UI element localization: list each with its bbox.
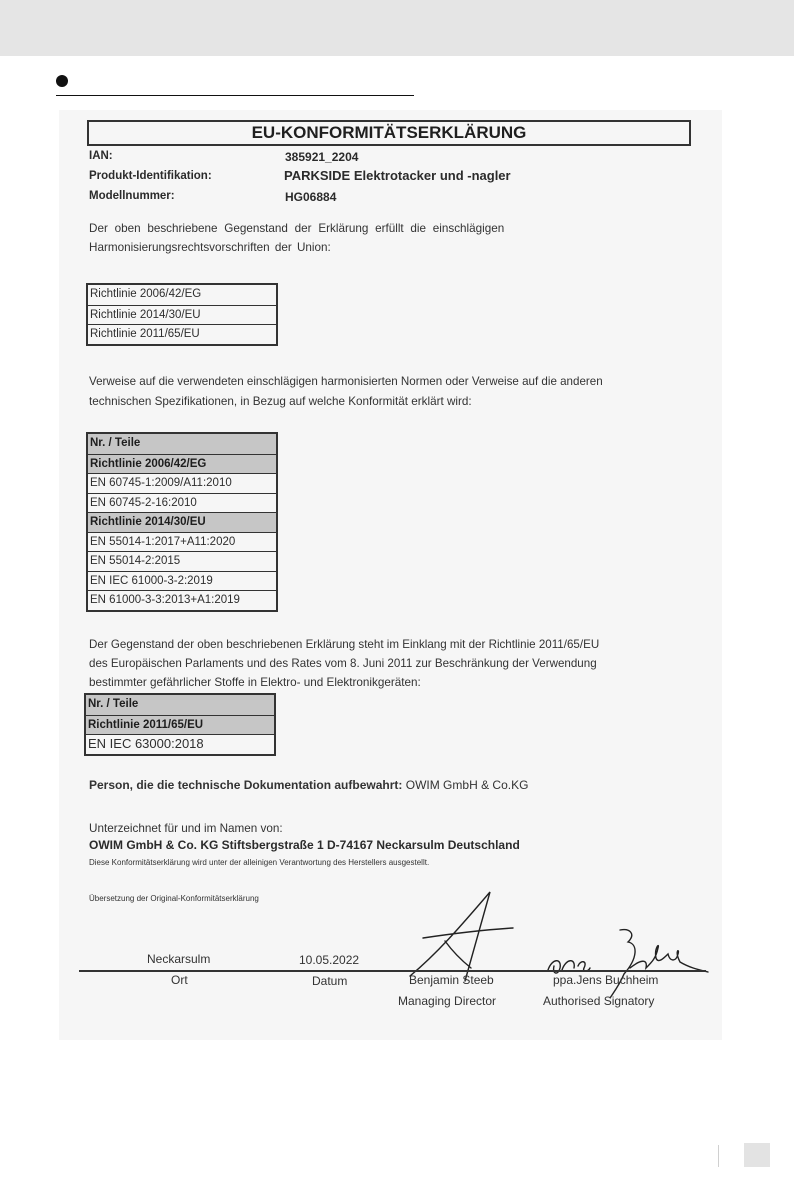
rohs-line-2: des Europäischen Parlaments und des Rates vom 8. Juni 2011 zur Beschränkung der Verwendung — [89, 657, 597, 670]
declaration-title: EU-KONFORMITÄTSERKLÄRUNG — [251, 123, 527, 142]
standards-row: EN IEC 61000-3-2:2019 — [88, 571, 276, 591]
standards-header-row: Nr. / Teile — [88, 434, 276, 454]
model-value: HG06884 — [285, 190, 337, 204]
date-label: Datum — [312, 974, 348, 988]
directive-row: Richtlinie 2014/30/EU — [88, 305, 276, 325]
standards-table — [86, 432, 278, 612]
model-label: Modellnummer: — [89, 190, 175, 202]
section-bullet-icon — [56, 75, 68, 87]
place-label: Ort — [171, 973, 188, 987]
page-top-band — [0, 0, 794, 56]
rohs-table — [84, 693, 276, 756]
standards-directive-row: Richtlinie 2006/42/EG — [88, 454, 276, 474]
product-value: PARKSIDE Elektrotacker und -nagler — [284, 168, 511, 183]
doc-person-label: Person, die die technische Dokumentation aufbewahrt: — [89, 778, 403, 792]
place-value: Neckarsulm — [147, 952, 211, 966]
signer-2-name: ppa.Jens Buchheim — [553, 973, 659, 987]
ian-label: IAN: — [89, 150, 113, 162]
company-address: OWIM GmbH & Co. KG Stiftsbergstraße 1 D-74167 Neckarsulm Deutschland — [89, 838, 520, 852]
signed-intro: Unterzeichnet für und im Namen von: — [89, 822, 283, 835]
date-value: 10.05.2022 — [299, 953, 360, 967]
rohs-standard-row: EN IEC 63000:2018 — [86, 734, 274, 754]
standards-directive-row: Richtlinie 2014/30/EU — [88, 512, 276, 532]
rohs-line-1: Der Gegenstand der oben beschriebenen Erklärung steht im Einklang mit der Richtlinie 2011/65/EU — [89, 638, 600, 651]
doc-person-value: OWIM GmbH & Co.KG — [405, 778, 529, 792]
responsibility-note: Diese Konformitätserklärung wird unter der alleinigen Verantwortung des Herstellers ausgestellt. — [89, 858, 430, 867]
intro-line-2: Harmonisierungsrechtsvorschriften der Union: — [89, 241, 331, 254]
product-label: Produkt-Identifikation: — [89, 170, 212, 182]
standards-row: EN 55014-2:2015 — [88, 551, 276, 571]
standards-intro-line-2: technischen Spezifikationen, in Bezug auf welche Konformität erklärt wird: — [89, 395, 472, 408]
translation-note: Übersetzung der Original-Konformitätserklärung — [89, 894, 259, 903]
standards-intro-line-1: Verweise auf die verwendeten einschlägigen harmonisierten Normen oder Verweise auf die anderen — [89, 375, 603, 388]
signer-1-title: Managing Director — [398, 994, 497, 1008]
directives-table — [86, 283, 278, 346]
rohs-directive-row: Richtlinie 2011/65/EU — [86, 715, 274, 735]
directive-row: Richtlinie 2006/42/EG — [90, 288, 202, 300]
signer-1-name: Benjamin Steeb — [409, 973, 494, 987]
standards-row: EN 55014-1:2017+A11:2020 — [88, 532, 276, 552]
page-number-divider — [718, 1145, 719, 1167]
intro-line-1: Der oben beschriebene Gegenstand der Erklärung erfüllt die einschlägigen — [89, 222, 505, 235]
section-heading-rule — [56, 95, 414, 96]
standards-row: EN 61000-3-3:2013+A1:2019 — [88, 590, 276, 610]
standards-row: EN 60745-2-16:2010 — [88, 493, 276, 513]
standards-row: EN 60745-1:2009/A11:2010 — [88, 473, 276, 493]
doc-person-line — [89, 776, 528, 795]
page-number-box — [744, 1143, 770, 1167]
rohs-header-row: Nr. / Teile — [86, 695, 274, 715]
signer-2-title: Authorised Signatory — [543, 994, 655, 1008]
declaration-title-box — [87, 120, 691, 146]
rohs-line-3: bestimmter gefährlicher Stoffe in Elektro- und Elektronikgeräten: — [89, 676, 421, 689]
ian-value: 385921_2204 — [285, 150, 359, 164]
directive-row: Richtlinie 2011/65/EU — [88, 324, 276, 344]
